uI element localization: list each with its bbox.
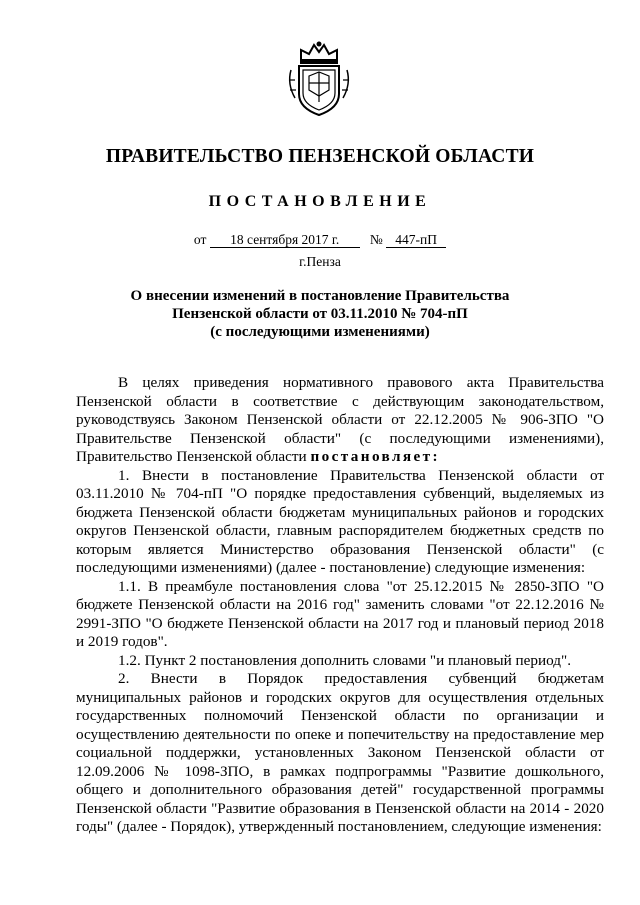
paragraph-1-1: 1.1. В преамбуле постановления слова "от 25.12.2015 № 2850-ЗПО "О бюджете Пензенской области на 2016 год" заменить словами "от 22.12.2016 № 2991-ЗПО "О бюджете Пензенской области на 2017 год и плановый период 2018 и 2019 годов". [76,577,604,650]
city: г.Пенза [299,254,341,269]
number-prefix: № [369,232,383,247]
subject-line: (с последующими изменениями) [210,324,430,340]
paragraph-2: 2. Внести в Порядок предоставления субвенций бюджетам муниципальных районов и городских округов для осуществления отдельных государственных полномочий Пензенской области по организации и осуществлению деятельности по опеке и попечительству на предоставление мер социальной поддержки, установленных Законом Пензенской области от 12.09.2006 № 1098-ЗПО, в рамках подпрограммы "Развитие дошкольного, общего и дополнительного образования детей" государственной программы Пензенской области "Развитие образования в Пензенской области на 2014 - 2020 годы" (далее - Порядок), утвержденный постановлением, следующие изменения: [76,670,604,835]
paragraph-1-2: 1.2. Пункт 2 постановления дополнить словами "и плановый период". [118,651,571,669]
date-prefix: от [193,232,207,247]
subject-line: Пензенской области от 03.11.2010 № 704-пП [172,306,468,322]
government-title: ПРАВИТЕЛЬСТВО ПЕНЗЕНСКОЙ ОБЛАСТИ [105,146,535,167]
preamble-text: В целях приведения нормативного правового акта Правительства Пензенской области в соответствие с действующим законодательством, руководствуясь Законом Пензенской области от 22.12.2005 № 906-ЗПО "О Правительстве Пензенской области" (с последующими изменениями), Правительство Пензенской области [76,374,604,465]
subject-line: О внесении изменений в постановление Правительства [130,288,510,304]
date-number-line [0,232,640,248]
paragraph-1: 1. Внести в постановление Правительства Пензенской области от 03.11.2010 № 704-пП "О порядке предоставления субвенций, выделяемых из бюджета Пензенской области бюджетам муниципальных районов и городских округов Пензенской области, главным распорядителем бюджетных средств по которым является Министерство образования Пензенской области" (с последующими изменениями) (далее - постановление) следующие изменения: [76,466,604,576]
document-type: ПОСТАНОВЛЕНИЕ [208,193,432,210]
document-subject [100,287,540,341]
number-value: 447-пП [386,233,446,248]
coat-of-arms-emblem [285,40,353,118]
decree-word: постановляет: [310,448,440,465]
date-value: 18 сентября 2017 г. [210,233,360,248]
document-body [76,374,604,837]
paragraph-preamble [76,374,604,467]
